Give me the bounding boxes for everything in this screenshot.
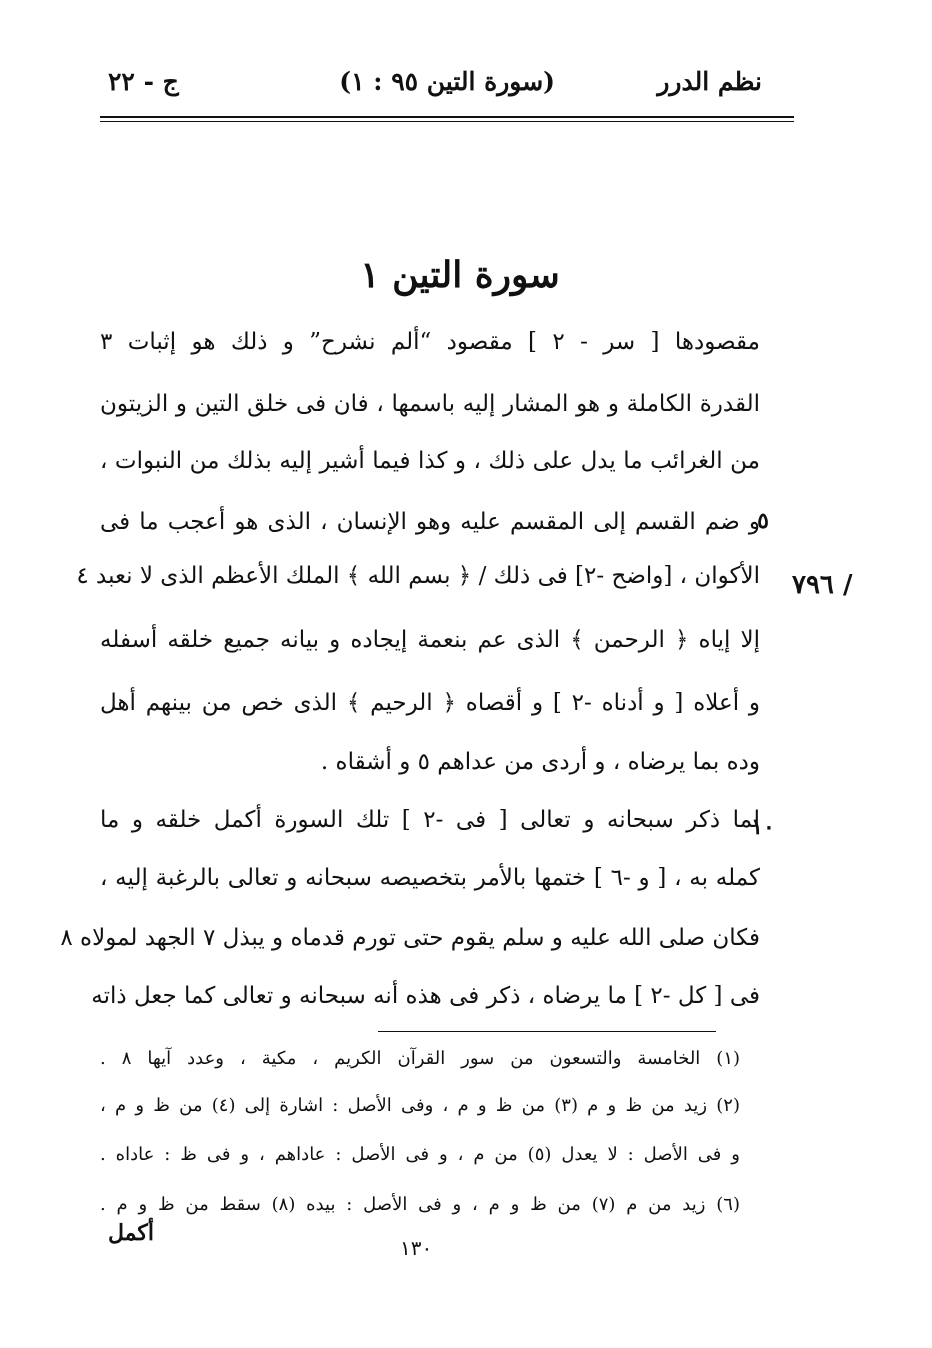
header-rule bbox=[100, 116, 794, 118]
header-rule-thin bbox=[100, 121, 794, 122]
body-line: فكان صلى الله عليه و سلم يقوم حتى تورم قدماه و يبذل ٧ الجهد لمولاه ٨ bbox=[60, 925, 760, 951]
footnote-line: (٢) زيد من ظ و م (٣) من ظ و م ، وفى الأصل : اشارة إلى (٤) من ظ و م ، bbox=[100, 1095, 740, 1116]
body-line: القدرة الكاملة و هو المشار إليه باسمها ، فان فى خلق التين و الزيتون bbox=[100, 391, 760, 417]
body-line: مقصودها [ سر - ٢ ] مقصود “ألم نشرح” و ذلك هو إثبات ٣ bbox=[100, 329, 760, 355]
page-number: ١٣٠ bbox=[400, 1236, 433, 1260]
body-line: و أعلاه [ و أدناه -٢ ] و أقصاه ﴿ الرحيم ﴾ الذى خص من بينهم أهل bbox=[100, 690, 760, 716]
body-line: وده بما يرضاه ، و أردى من عداهم ٥ و أشقاه . bbox=[320, 749, 760, 775]
body-line: من الغرائب ما يدل على ذلك ، و كذا فيما أشير إليه بذلك من النبوات ، bbox=[100, 448, 760, 474]
line-number-5: ٥ bbox=[757, 508, 769, 534]
line-number-10: ١٠ bbox=[751, 814, 775, 840]
footnote-line: و فى الأصل : لا يعدل (٥) من م ، و فى الأصل : عاداهم ، و فى ظ : عاداه . bbox=[100, 1144, 740, 1165]
catchword: أكمل bbox=[108, 1220, 154, 1246]
body-line: فى [ كل -٢ ] ما يرضاه ، ذكر فى هذه أنه سبحانه و تعالى كما جعل ذاته bbox=[91, 983, 760, 1009]
body-line: كمله به ، [ و -٦ ] ختمها بالأمر بتخصيصه سبحانه و تعالى بالرغبة إليه ، bbox=[100, 865, 760, 891]
footnote-line: (٦) زيد من م (٧) من ظ و م ، و فى الأصل : بيده (٨) سقط من ظ و م . bbox=[100, 1194, 740, 1215]
body-line: الأكوان ، [واضح -٢] فى ذلك / ﴿ بسم الله ﴾ الملك الأعظم الذى لا نعبد ٤ bbox=[76, 563, 760, 589]
margin-page-reference: ٧٩٦ / bbox=[792, 570, 853, 600]
body-line: لما ذكر سبحانه و تعالى [ فى -٢ ] تلك السورة أكمل خلقه و ما bbox=[100, 807, 760, 833]
running-header-volume: ج - ٢٢ bbox=[108, 67, 179, 96]
running-header-book-title: نظم الدرر bbox=[657, 67, 762, 96]
body-line: و ضم القسم إلى المقسم عليه وهو الإنسان ، الذى هو أعجب ما فى bbox=[100, 509, 760, 535]
running-header-sura-ref: (سورة التين ٩٥ : ١) bbox=[339, 67, 555, 96]
footnote-line: (١) الخامسة والتسعون من سور القرآن الكريم ، مكية ، وعدد آيها ٨ . bbox=[100, 1048, 741, 1069]
footnote-rule bbox=[378, 1031, 716, 1032]
sura-title: سورة التين ١ bbox=[360, 254, 560, 296]
body-line: إلا إياه ﴿ الرحمن ﴾ الذى عم بنعمة إيجاده و بيانه جميع خلقه أسفله bbox=[100, 627, 760, 653]
